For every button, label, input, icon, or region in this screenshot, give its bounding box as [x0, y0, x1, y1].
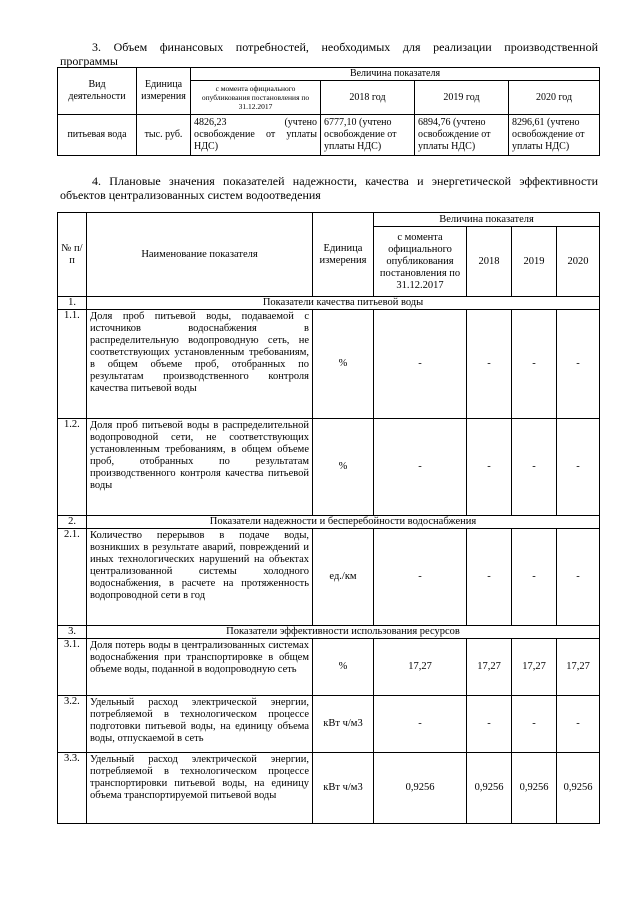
section3-heading-line1: 3. Объем финансовых потребностей, необходимых для реализации производственной — [92, 40, 598, 54]
finance-2018: 6777,10 (учтено освобождение от уплаты НДС) — [321, 115, 415, 156]
finance-table — [57, 67, 600, 156]
indicators-col-unit: Единица измерения — [313, 213, 374, 297]
section3-heading-line2: программы — [60, 54, 118, 68]
indicators-col-2019: 2019 — [512, 227, 557, 297]
table-row — [58, 297, 600, 310]
section-title: Показатели эффективности использования ресурсов — [87, 626, 600, 639]
indicators-col-since: с момента официального опубликования постановления по 31.12.2017 — [374, 227, 467, 297]
row-since: - — [374, 419, 467, 516]
table-row — [58, 419, 600, 516]
row-2020: - — [557, 310, 600, 419]
row-name: Количество перерывов в подаче воды, возникших в результате аварий, повреждений и иных технологических нарушений на объектах централизованной системы холодного водоснабжения, в расчете на протяженность водопроводной сети в год — [87, 529, 313, 626]
row-2018: - — [467, 529, 512, 626]
finance-col-2019: 2019 год — [415, 81, 509, 115]
finance-col-unit: Единица измерения — [137, 68, 191, 115]
indicators-col-name: Наименование показателя — [87, 213, 313, 297]
section-no: 3. — [58, 626, 87, 639]
finance-2020: 8296,61 (учтено освобождение от уплаты НДС) — [509, 115, 600, 156]
finance-col-activity: Вид деятельности — [58, 68, 137, 115]
row-2020: 0,9256 — [557, 753, 600, 824]
row-2018: 0,9256 — [467, 753, 512, 824]
row-2018: - — [467, 310, 512, 419]
row-no: 1.2. — [58, 419, 87, 516]
indicators-col-no: № п/п — [58, 213, 87, 297]
finance-2019: 6894,76 (учтено освобождение от уплаты НДС) — [415, 115, 509, 156]
row-unit: кВт ч/м3 — [313, 696, 374, 753]
finance-col-2018: 2018 год — [321, 81, 415, 115]
indicators-table — [57, 212, 600, 824]
row-no: 2.1. — [58, 529, 87, 626]
section-no: 1. — [58, 297, 87, 310]
section3-heading — [60, 40, 598, 68]
row-2019: - — [512, 419, 557, 516]
row-2018: - — [467, 419, 512, 516]
row-since: 17,27 — [374, 639, 467, 696]
row-2018: 17,27 — [467, 639, 512, 696]
indicators-col-value-group: Величина показателя — [374, 213, 600, 227]
row-since: 0,9256 — [374, 753, 467, 824]
finance-col-2020: 2020 год — [509, 81, 600, 115]
finance-since: 4826,23 (учтено освобождение от уплаты НДС) — [191, 115, 321, 156]
row-name: Удельный расход электрической энергии, потребляемой в технологическом процессе транспортировки питьевой воды, на единицу объема транспортируемой питьевой воды — [87, 753, 313, 824]
row-no: 1.1. — [58, 310, 87, 419]
row-2019: - — [512, 529, 557, 626]
table-row — [58, 696, 600, 753]
row-2020: - — [557, 529, 600, 626]
table-row — [58, 753, 600, 824]
section-title: Показатели надежности и бесперебойности водоснабжения — [87, 516, 600, 529]
indicators-col-2020: 2020 — [557, 227, 600, 297]
section4-heading-line2: объектов централизованных систем водоотведения — [60, 188, 321, 202]
finance-col-since: с момента официального опубликования постановления по 31.12.2017 — [191, 81, 321, 115]
row-2019: 0,9256 — [512, 753, 557, 824]
row-2020: - — [557, 419, 600, 516]
table-row — [58, 639, 600, 696]
indicators-col-2018: 2018 — [467, 227, 512, 297]
table-row — [58, 626, 600, 639]
table-row — [58, 115, 600, 156]
row-no: 3.2. — [58, 696, 87, 753]
row-name: Удельный расход электрической энергии, потребляемой в технологическом процессе подготовки питьевой воды, на единицу объема воды, отпускаемой в сеть — [87, 696, 313, 753]
row-2019: 17,27 — [512, 639, 557, 696]
finance-activity: питьевая вода — [58, 115, 137, 156]
row-unit: ед./км — [313, 529, 374, 626]
section-no: 2. — [58, 516, 87, 529]
table-row — [58, 529, 600, 626]
section4-heading-line1: 4. Плановые значения показателей надежности, качества и энергетической эффективности — [92, 174, 598, 188]
row-unit: % — [313, 419, 374, 516]
row-2019: - — [512, 696, 557, 753]
section-title: Показатели качества питьевой воды — [87, 297, 600, 310]
row-2019: - — [512, 310, 557, 419]
row-name: Доля проб питьевой воды в распределительной водопроводной сети, не соответствующих установленным требованиям, в общем объеме проб, отобранных по результатам производственного контроля качества питьевой воды — [87, 419, 313, 516]
row-2020: - — [557, 696, 600, 753]
row-2018: - — [467, 696, 512, 753]
row-name: Доля проб питьевой воды, подаваемой с источников водоснабжения в распределительную водопроводную сеть, не соответствующих установленным требованиям, в общем объеме проб, отобранных по результатам производственного контроля качества питьевой воды — [87, 310, 313, 419]
table-row — [58, 516, 600, 529]
row-since: - — [374, 696, 467, 753]
table-row — [58, 310, 600, 419]
row-unit: % — [313, 310, 374, 419]
row-unit: кВт ч/м3 — [313, 753, 374, 824]
row-unit: % — [313, 639, 374, 696]
finance-unit: тыс. руб. — [137, 115, 191, 156]
row-no: 3.3. — [58, 753, 87, 824]
row-since: - — [374, 310, 467, 419]
row-no: 3.1. — [58, 639, 87, 696]
finance-col-value-group: Величина показателя — [191, 68, 600, 81]
section4-heading — [60, 174, 598, 202]
row-2020: 17,27 — [557, 639, 600, 696]
row-since: - — [374, 529, 467, 626]
row-name: Доля потерь воды в централизованных системах водоснабжения при транспортировке в общем объеме воды, поданной в водопроводную сеть — [87, 639, 313, 696]
